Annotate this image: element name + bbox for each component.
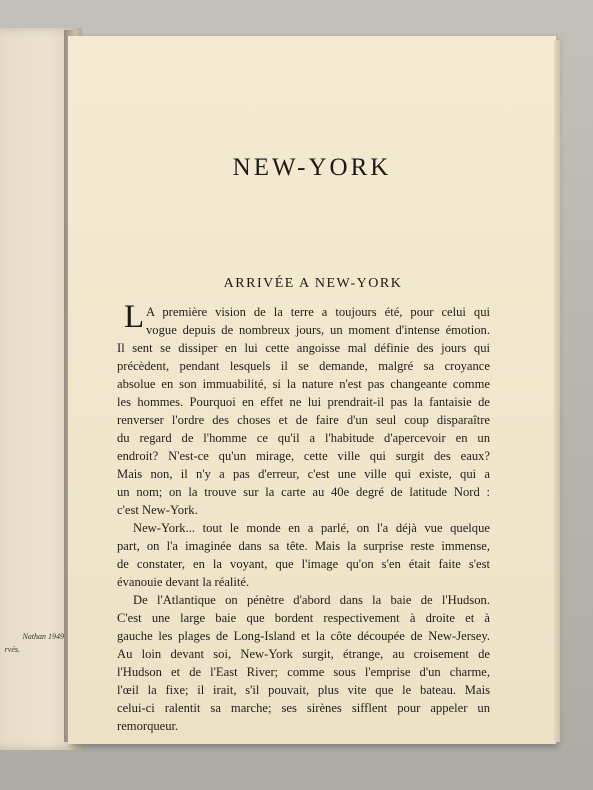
text-line: part, on l'a imaginée dans sa tête. Mais la surprise reste immense, (117, 539, 490, 553)
text-line: évanouie devant la réalité. (117, 575, 250, 589)
text-line: gauche les plages de Long-Island et la côte découpée de New-Jersey. (117, 629, 490, 643)
text-line: l'œil la fixe; il irait, s'il pouvait, plus vite que le bateau. Mais (117, 683, 490, 697)
text-line: de constater, en la voyant, que l'image qu'on s'en était faite s'est (117, 557, 490, 571)
drop-cap: L (124, 299, 145, 335)
left-page-fragment-2: rvés. (4, 646, 20, 654)
page-edge (554, 40, 560, 742)
text-line: renverser l'ordre des choses et de faire d'un seul coup disparaître (117, 413, 490, 427)
text-line: C'est une large baie que bordent respectivement à droite et à (117, 611, 490, 625)
text-line: les hommes. Pourquoi en effet ne lui prendrait-il pas la fantaisie de (117, 395, 490, 409)
text-line: endroit? N'est-ce qu'un mirage, cette ville qui surgit des eaux? (117, 449, 490, 463)
section-heading: ARRIVÉE A NEW-YORK (223, 276, 403, 291)
text-line: précèdent, pendant lesquels il se demande, malgré sa croyance (117, 359, 490, 373)
text-line: absolue en son immuabilité, si la nature n'est pas changeante comme (117, 377, 490, 391)
text-line: celui-ci ralentit sa marche; ses sirènes sifflent pour appeler un (117, 701, 490, 715)
text-line: Il sent se dissiper en lui cette angoisse mal définie des jours qui (117, 341, 490, 355)
left-page-fragment-1: Nathan 1949 (22, 633, 64, 641)
text-line: vogue depuis de nombreux jours, un moment d'intense émotion. (146, 323, 490, 337)
text-line: remorqueur. (117, 719, 179, 733)
text-line: De l'Atlantique on pénètre d'abord dans la baie de l'Hudson. (133, 593, 490, 607)
text-line: Au loin devant soi, New-York surgit, étrange, au croisement de (117, 647, 490, 661)
text-line: A première vision de la terre a toujours été, pour celui qui (146, 305, 490, 319)
page-title: NEW-YORK (232, 154, 392, 181)
text-line: c'est New-York. (117, 503, 198, 517)
text-line: l'Hudson et de l'East River; comme sous l'emprise d'un charme, (117, 665, 490, 679)
text-line: du regard de l'homme ce qu'il a l'habitude d'apercevoir en un (117, 431, 490, 445)
text-line: Mais non, il n'y a pas d'erreur, c'est une ville qui existe, qui a (117, 467, 490, 481)
text-line: un nom; on la trouve sur la carte au 40e degré de latitude Nord : (117, 485, 490, 499)
text-line: New-York... tout le monde en a parlé, on l'a déjà vue quelque (133, 521, 490, 535)
